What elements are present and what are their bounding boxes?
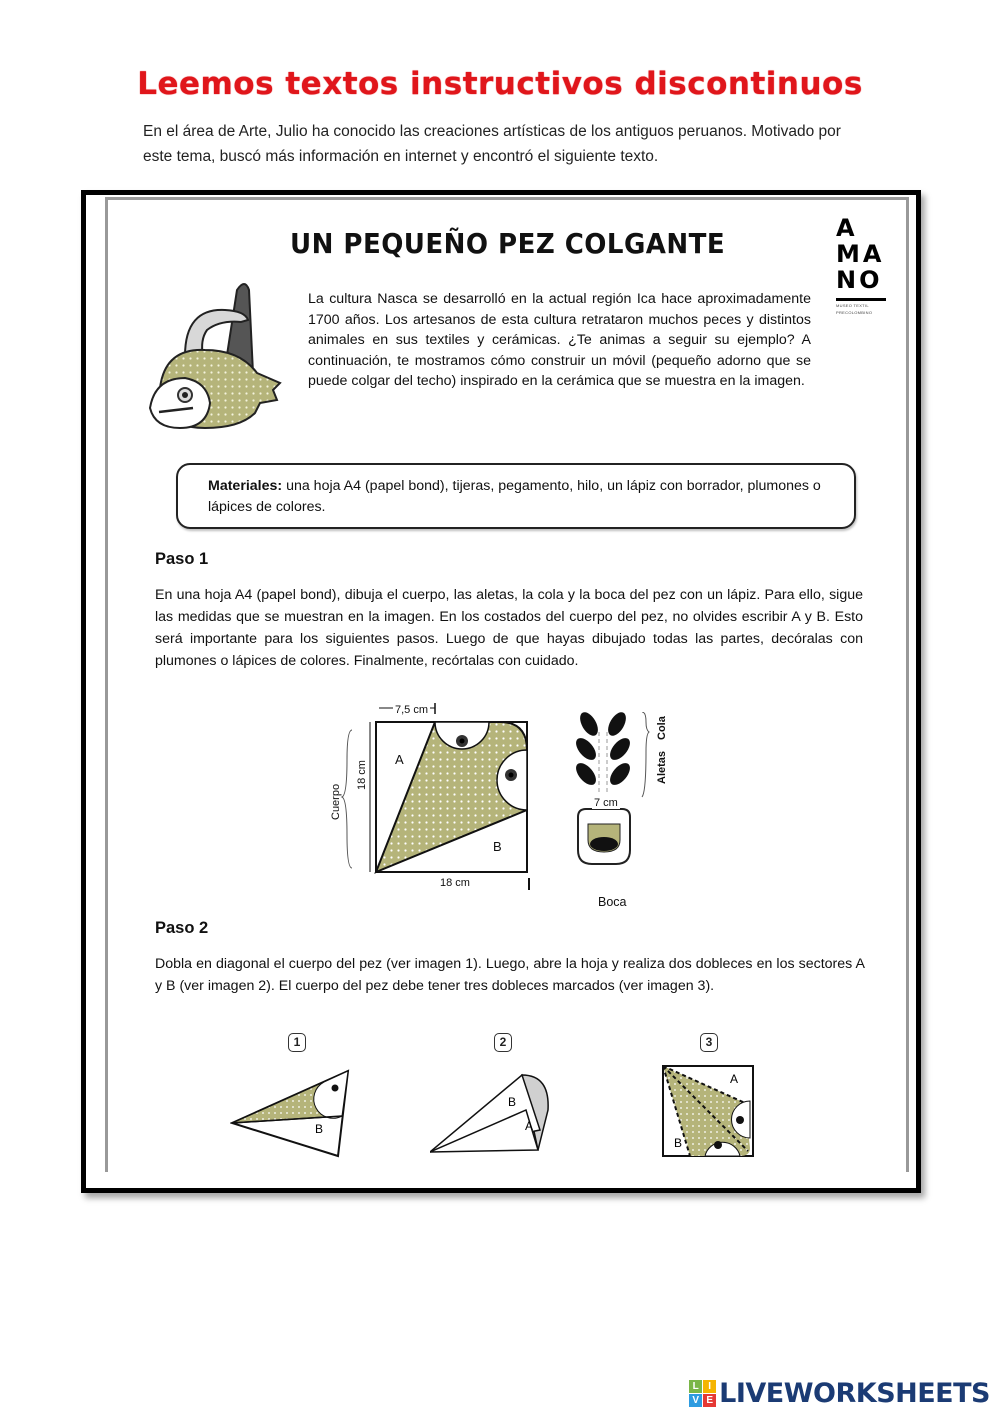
- svg-text:B: B: [674, 1136, 683, 1150]
- fish-body-diagram: [325, 700, 540, 890]
- sector-a-label: A: [395, 752, 404, 767]
- body-label: Cuerpo: [330, 783, 342, 820]
- amano-logo: [836, 215, 896, 315]
- fins-label: Aletas: [656, 750, 668, 784]
- liveworksheets-logo-icon: L I V E: [689, 1380, 716, 1407]
- step-1-text: En una hoja A4 (papel bond), dibuja el cuerpo, las aletas, la cola y la boca del pez con un lápiz. Para ello, sigue las medidas que se muestran en la imagen. En los costados del cuerpo del pez, no olvides escribir A y B. Esto será importante para los siguientes pasos. Luego de que hayas dibujado todas las partes, decóralas con plumones o lápices de colores. Finalmente, recórtalas con cuidado.: [155, 587, 863, 669]
- step-1-heading: Paso 1: [155, 550, 209, 568]
- fold-image-1: [230, 1068, 360, 1163]
- logo-caption-2: PRECOLOMBINO: [836, 310, 873, 315]
- materials-label: Materiales:: [208, 478, 283, 494]
- document-title: UN PEQUEÑO PEZ COLGANTE: [290, 227, 726, 260]
- liveworksheets-brand: [689, 1378, 990, 1409]
- logo-caption-1: MUSEO TEXTIL: [836, 303, 869, 308]
- step-2-heading: Paso 2: [155, 919, 209, 937]
- fold-image-1-number: 1: [288, 1033, 306, 1052]
- logo-line-2: MA: [836, 240, 885, 268]
- document-intro-paragraph: La cultura Nasca se desarrolló en la actual región Ica hace aproximadamente 1700 años. Los artesanos de esta cultura retrataron muchos peces y distintos animales en sus textiles y cerámicas. ¿Te animas a seguir su ejemplo? A continuación, te mostramos cómo construir un móvil (pequeño adorno que se puede colgar del techo) inspirado en la cerámica que se muestra en la imagen.: [308, 291, 811, 389]
- logo-line-3: NO: [836, 266, 883, 294]
- svg-text:B: B: [315, 1122, 324, 1136]
- mouth-label: Boca: [598, 895, 627, 909]
- fold-image-2-number: 2: [494, 1033, 512, 1052]
- bottom-measure-label: 18 cm: [440, 877, 470, 889]
- intro-paragraph: En el área de Arte, Julio ha conocido las creaciones artísticas de los antiguos peruanos. Motivado por este tema, buscó más información en internet y encontró el siguiente texto.: [143, 123, 841, 165]
- side-measure-label: 18 cm: [356, 760, 368, 790]
- fold-image-2: [430, 1070, 560, 1160]
- svg-text:A: A: [525, 1119, 534, 1133]
- nasca-fish-ceramic-illustration: [145, 278, 300, 438]
- materials-text: una hoja A4 (papel bond), tijeras, pegamento, hilo, un lápiz con borrador, plumones o lápices de colores.: [208, 478, 821, 515]
- svg-text:B: B: [508, 1095, 517, 1109]
- logo-bar: [836, 298, 886, 301]
- top-measure-label: 7,5 cm: [395, 704, 429, 716]
- worksheet-title: Leemos textos instructivos discontinuos: [137, 66, 863, 102]
- svg-text:A: A: [730, 1072, 739, 1086]
- fins-tail-mouth-diagram: [572, 712, 652, 872]
- mouth-width-label: 7 cm: [594, 797, 618, 809]
- step-2-text: Dobla en diagonal el cuerpo del pez (ver imagen 1). Luego, abre la hoja y realiza dos dobleces en los sectores A y B (ver imagen 2). El cuerpo del pez debe tener tres dobleces marcados (ver imagen 3).: [155, 956, 865, 994]
- materials-box: [176, 463, 856, 529]
- liveworksheets-wordmark: LIVEWORKSHEETS: [719, 1378, 990, 1409]
- logo-line-1: A: [836, 214, 858, 242]
- tail-label: Cola: [656, 716, 668, 740]
- fold-image-3-number: 3: [700, 1033, 718, 1052]
- sector-b-label: B: [493, 839, 502, 854]
- fold-image-3: [660, 1063, 760, 1160]
